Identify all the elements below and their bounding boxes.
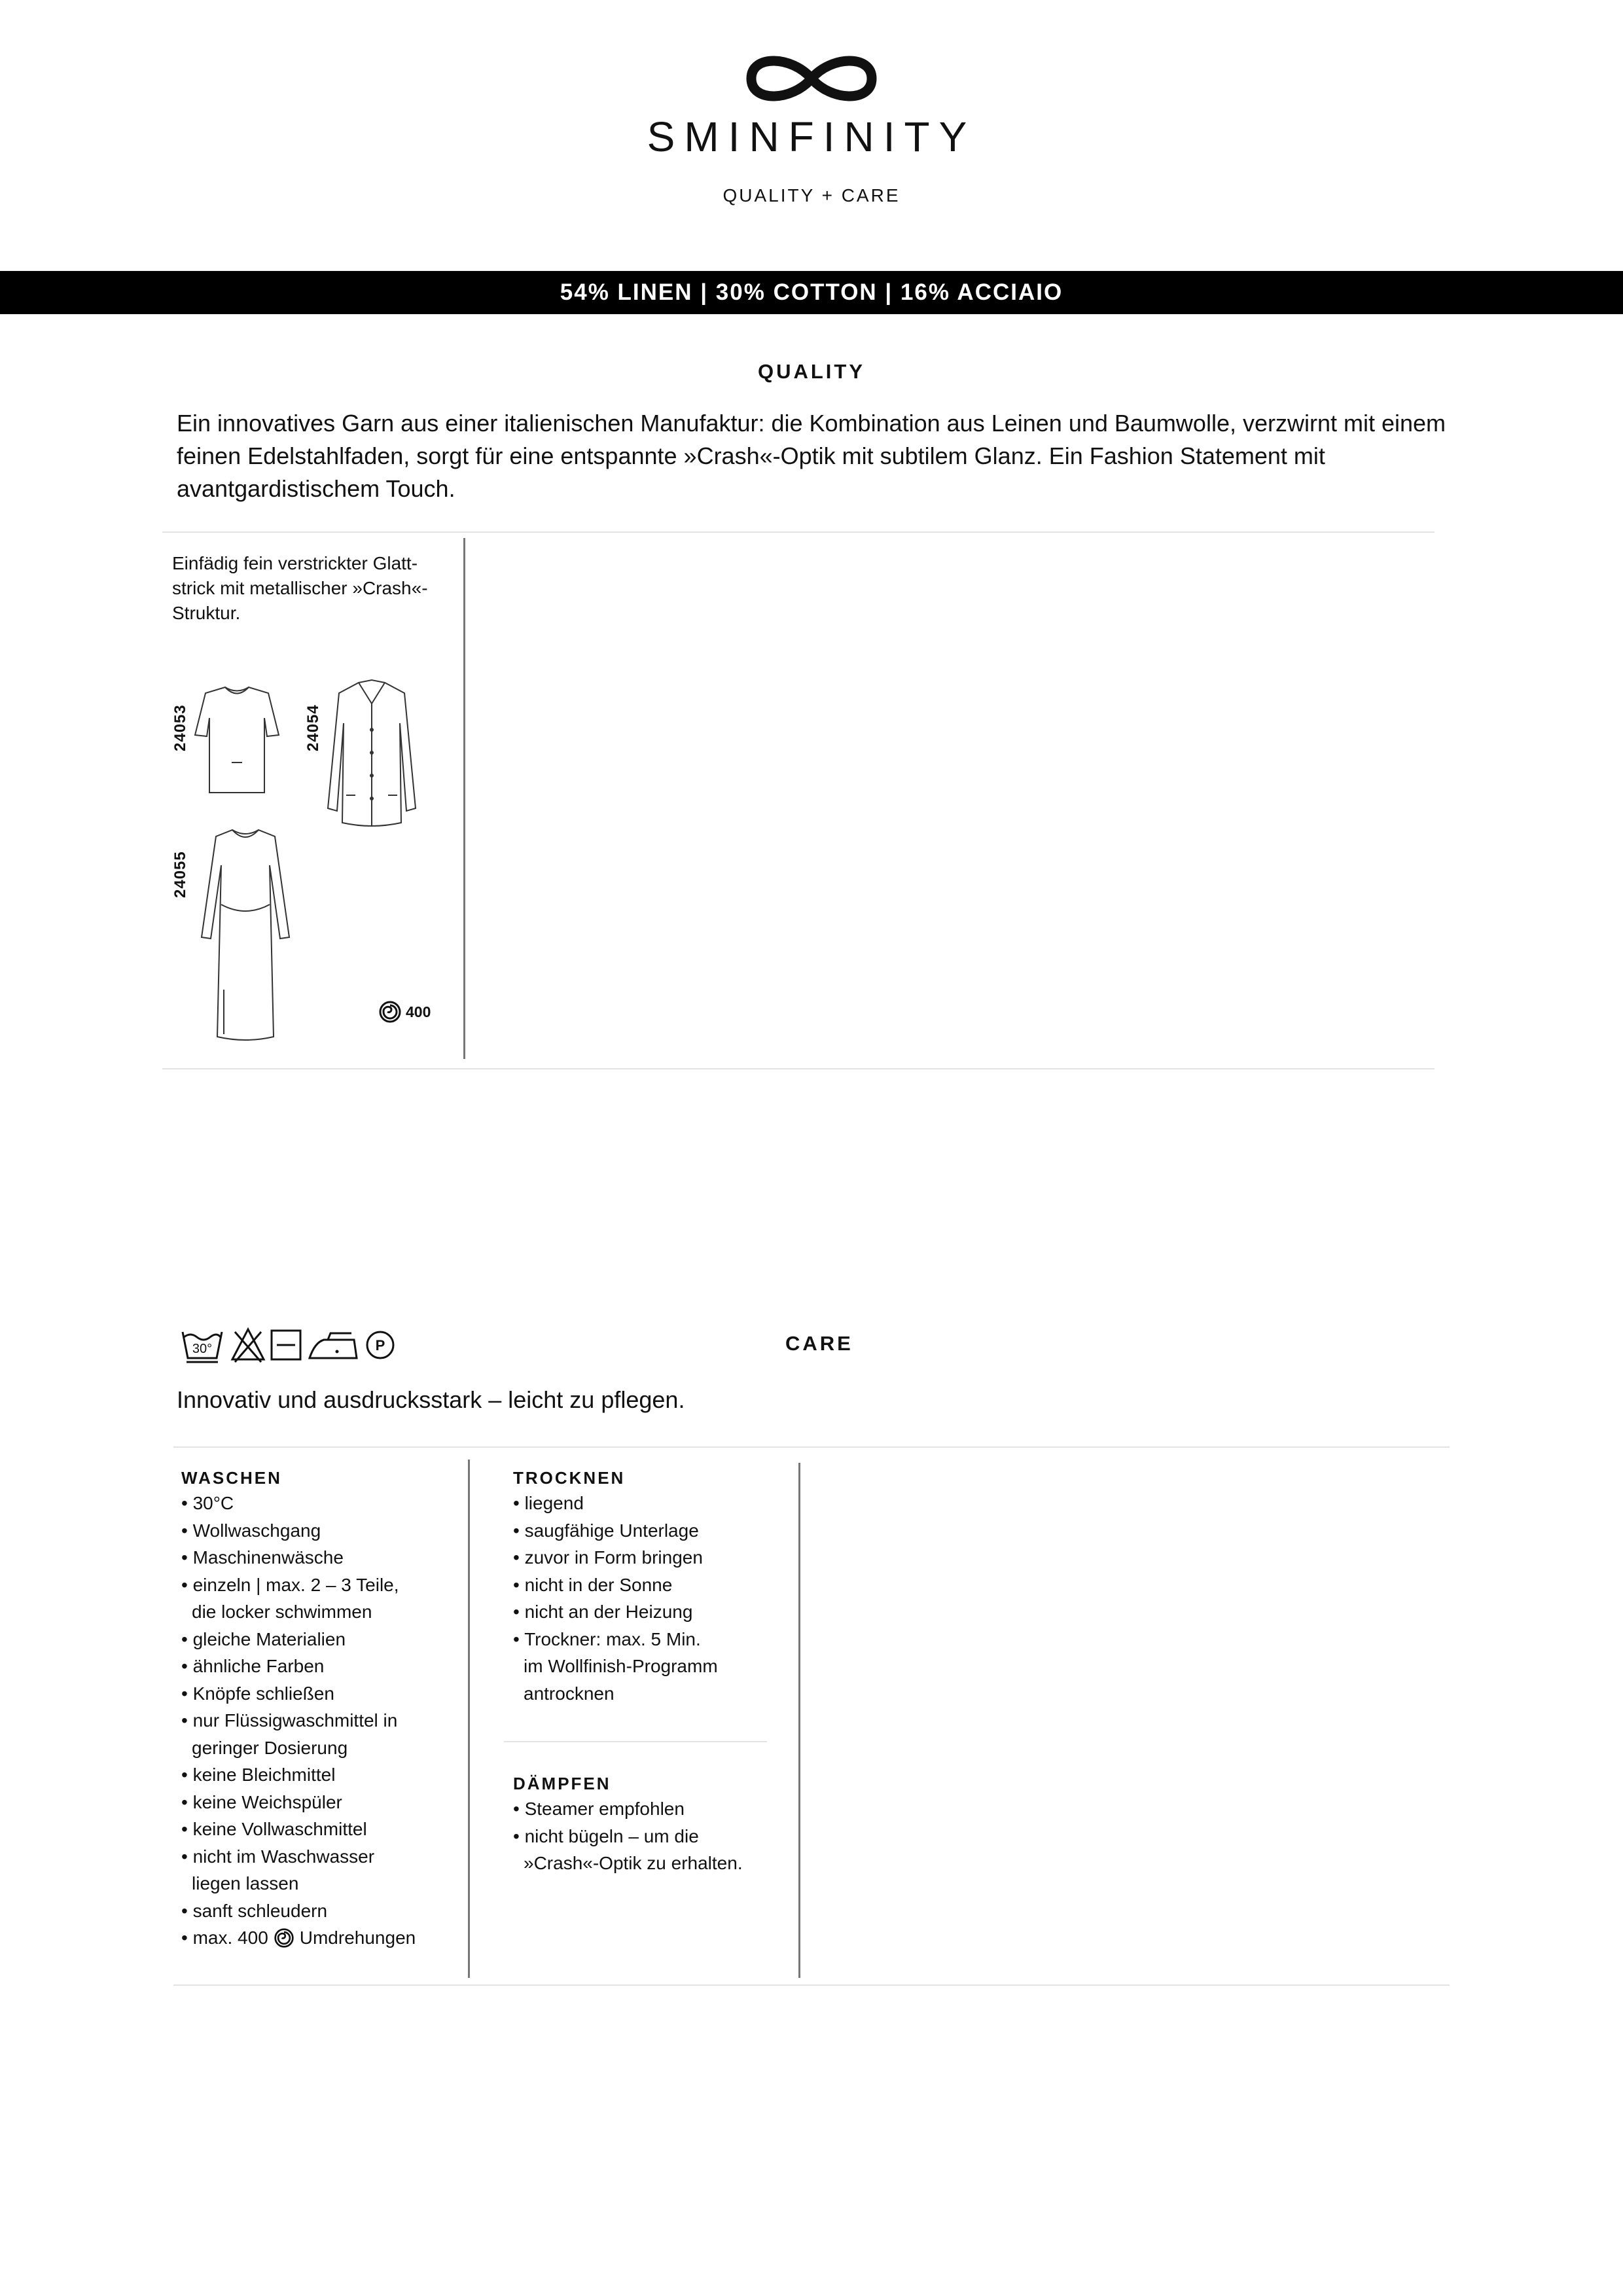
trocknen-title: TROCKNEN (513, 1468, 626, 1488)
list-item: • saugfähige Unterlage (513, 1520, 699, 1541)
list-item: • max. 400 Umdrehungen (181, 1924, 456, 1952)
style-code: 24053 (171, 704, 189, 751)
tagline: QUALITY + CARE (722, 185, 901, 206)
list-item: • Knöpfe schließen (181, 1683, 334, 1704)
no-bleach-icon (232, 1329, 264, 1362)
list-item: • 30°C (181, 1493, 234, 1513)
spin-icon (378, 1000, 402, 1024)
last-suffix: Umdrehungen (299, 1928, 416, 1948)
dry-flat-icon (272, 1331, 300, 1359)
column-divider (798, 1463, 800, 1978)
fabric-description: Einfädig fein verstrickter Glatt-strick mit metallischer »Crash«-Struktur. (172, 553, 428, 623)
wash-30-wool-icon (183, 1332, 222, 1362)
spin-icon (274, 1928, 294, 1948)
cardigan-sketch-icon (323, 677, 421, 831)
dry-clean-p-icon (367, 1332, 393, 1358)
divider (173, 1984, 1450, 1986)
list-item: • keine Weichspüler (181, 1791, 342, 1812)
daempfen-column (513, 1774, 775, 1877)
list-item: • nicht an der Heizung (513, 1602, 693, 1622)
divider (162, 531, 1435, 533)
list-item: • keine Vollwaschmittel (181, 1819, 367, 1839)
list-item: • nur Flüssigwaschmittel in geringer Dosierung (181, 1710, 398, 1758)
shirt-sketch-icon (191, 684, 283, 797)
column-divider (468, 1460, 470, 1978)
list-item: • nicht im Waschwasser liegen lassen (181, 1846, 375, 1893)
divider (173, 1446, 1450, 1448)
brand-name: SMINFINITY (647, 113, 976, 160)
last-prefix: max. 400 (192, 1928, 268, 1948)
care-intro: Innovativ und ausdrucksstark – leicht zu pflegen. (177, 1386, 685, 1413)
list-item: • sanft schleudern (181, 1900, 328, 1921)
list-item: • einzeln | max. 2 – 3 Teile, die locker schwimmen (181, 1574, 399, 1622)
list-item: • Maschinenwäsche (181, 1547, 344, 1568)
list-item: • nicht bügeln – um die »Crash«-Optik zu erhalten. (513, 1825, 743, 1873)
style-code: 24055 (171, 851, 189, 898)
divider (504, 1741, 767, 1742)
style-code: 24054 (304, 704, 322, 751)
composition-text: 54% LINEN | 30% COTTON | 16% ACCIAIO (560, 279, 1063, 305)
divider (162, 1068, 1435, 1069)
waschen-list (181, 1490, 456, 1924)
column-divider (463, 538, 465, 1059)
waschen-column (181, 1468, 456, 1952)
list-item: • zuvor in Form bringen (513, 1547, 703, 1568)
list-item: • ähnliche Farben (181, 1656, 325, 1676)
dress-sketch-icon (196, 826, 294, 1045)
quality-heading: QUALITY (757, 360, 866, 383)
dry-clean-label: P (375, 1337, 385, 1354)
spin-value: 400 (406, 1003, 431, 1020)
list-item: • Wollwaschgang (181, 1520, 321, 1541)
daempfen-title: DÄMPFEN (513, 1774, 611, 1793)
trocknen-column (513, 1468, 775, 1707)
quality-text: Ein innovatives Garn aus einer italienischen Manufaktur: die Kombination aus Leinen und Baumwolle, verzwirnt mit einem feinen Edelstahlfaden, sorgt für eine entspannte »Crash«-Optik mit subtilem Glanz. Ein Fashion Statement mit avantgardistischem Touch. (177, 410, 1446, 502)
list-item: • nicht in der Sonne (513, 1574, 673, 1595)
iron-low-icon (310, 1333, 357, 1358)
care-symbols (180, 1325, 396, 1368)
list-item: • liegend (513, 1493, 584, 1513)
care-heading: CARE (785, 1332, 853, 1355)
trocknen-list (513, 1490, 775, 1707)
spin-speed (378, 1000, 431, 1024)
list-item: • Steamer empfohlen (513, 1799, 685, 1819)
infinity-logo-icon (740, 49, 883, 108)
waschen-title: WASCHEN (181, 1468, 282, 1488)
list-item: • Trockner: max. 5 Min. im Wollfinish-Programm antrocknen (513, 1628, 718, 1704)
list-item: • keine Bleichmittel (181, 1765, 336, 1785)
daempfen-list (513, 1795, 775, 1877)
wash-30-label: 30° (192, 1342, 213, 1356)
list-item: • gleiche Materialien (181, 1628, 346, 1649)
